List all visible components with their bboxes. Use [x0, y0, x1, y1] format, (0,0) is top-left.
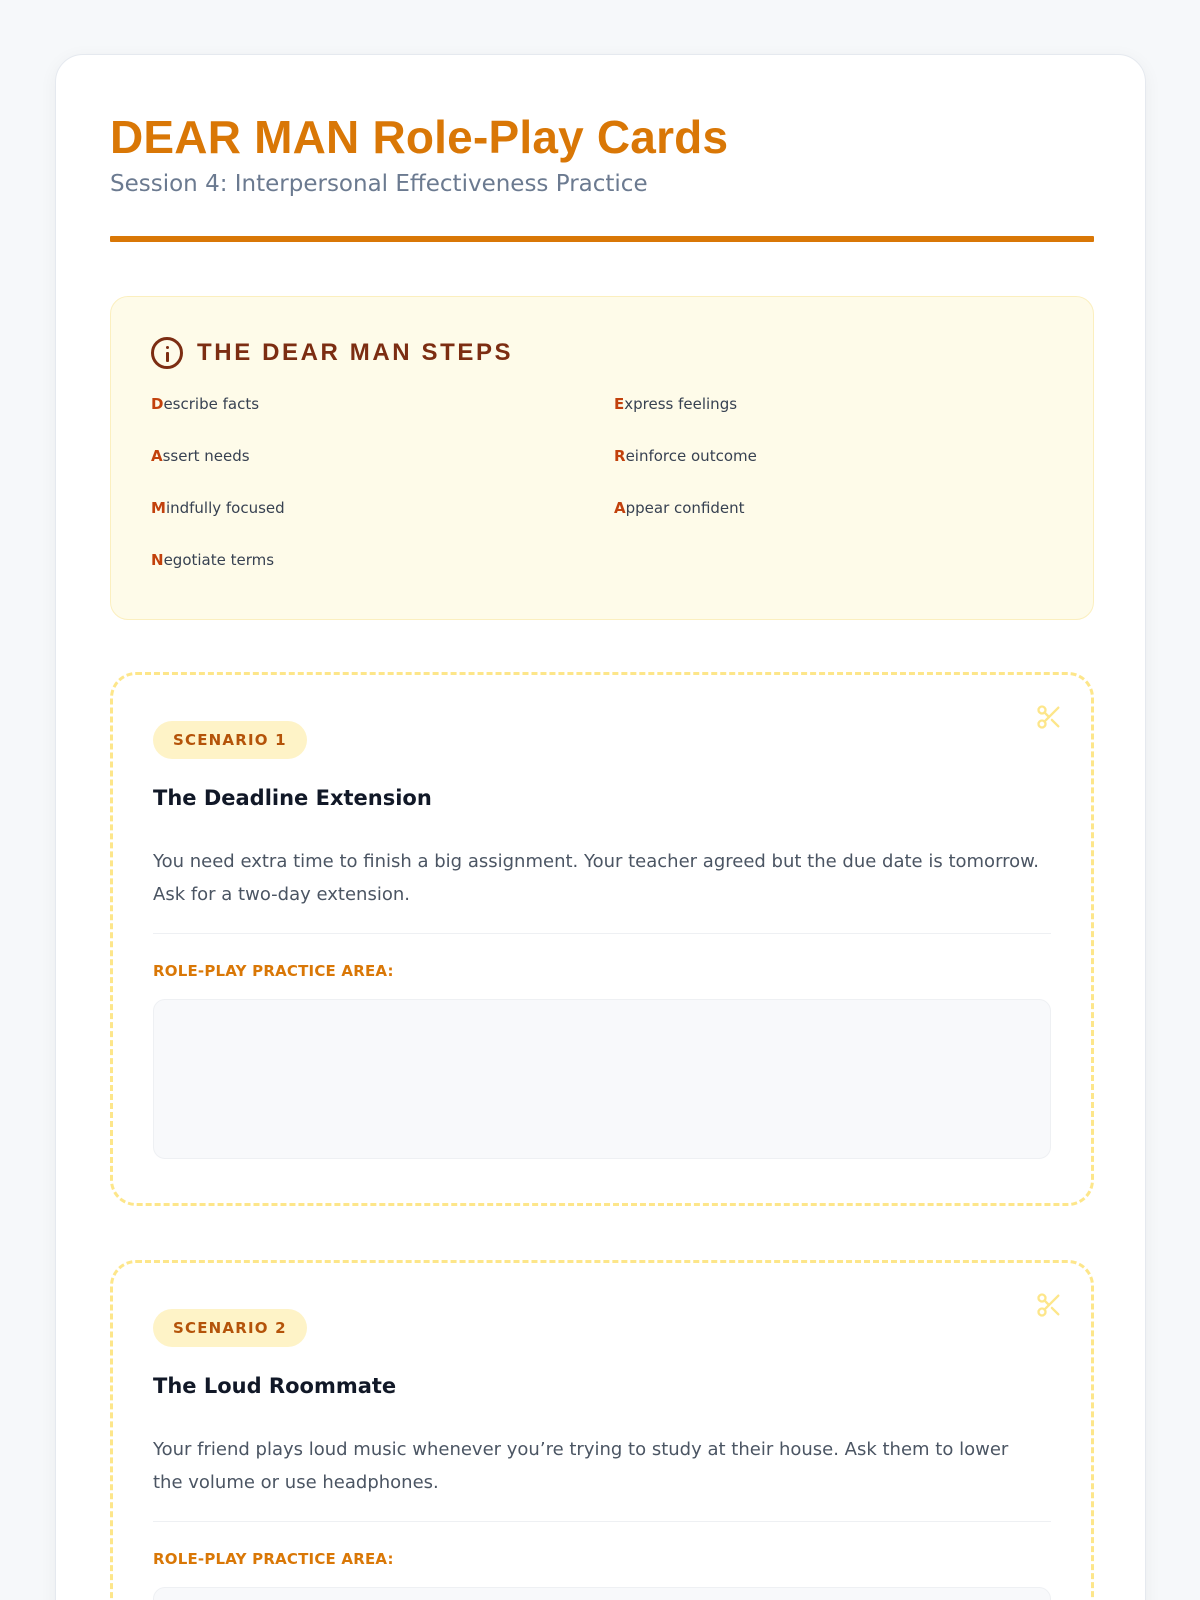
step-appear — [614, 499, 745, 517]
step-letter: R — [614, 447, 626, 465]
scenario-card-2 — [110, 1260, 1094, 1600]
practice-area-label: ROLE-PLAY PRACTICE AREA: — [153, 1550, 394, 1568]
step-reinforce — [614, 447, 757, 465]
card-divider — [153, 1521, 1051, 1522]
practice-area-field[interactable] — [153, 999, 1051, 1159]
step-letter: D — [151, 395, 164, 413]
info-icon — [151, 337, 183, 369]
page-subtitle: Session 4: Interpersonal Effectiveness Practice — [110, 171, 648, 197]
page-title: DEAR MAN Role-Play Cards — [110, 111, 729, 163]
step-letter: E — [614, 395, 625, 413]
scenario-badge: SCENARIO 2 — [153, 1309, 307, 1347]
header-divider — [110, 236, 1094, 242]
step-text: indfully focused — [165, 499, 285, 517]
step-text: ppear confident — [625, 499, 745, 517]
steps-title: THE DEAR MAN STEPS — [197, 339, 514, 366]
step-text: egotiate terms — [163, 551, 275, 569]
scenario-title: The Deadline Extension — [153, 786, 432, 810]
step-text: escribe facts — [163, 395, 260, 413]
scissors-icon — [1035, 1291, 1063, 1319]
step-letter: N — [151, 551, 164, 569]
card-divider — [153, 933, 1051, 934]
step-describe — [151, 395, 259, 413]
practice-area-label: ROLE-PLAY PRACTICE AREA: — [153, 962, 394, 980]
worksheet-page — [55, 54, 1146, 1600]
scenario-card-1 — [110, 672, 1094, 1206]
step-letter: M — [151, 499, 166, 517]
step-text: einforce outcome — [625, 447, 757, 465]
scenario-description: You need extra time to finish a big assignment. Your teacher agreed but the due date is tomorrow. Ask for a two-day extension. — [153, 851, 1039, 905]
step-mindfully — [151, 499, 285, 517]
step-express — [614, 395, 737, 413]
step-assert — [151, 447, 250, 465]
step-text: ssert needs — [162, 447, 250, 465]
step-letter: A — [151, 447, 163, 465]
scenario-description: Your friend plays loud music whenever you’re trying to study at their house. Ask them to lower the volume or use headphones. — [153, 1439, 1009, 1493]
scenario-title: The Loud Roommate — [153, 1374, 397, 1398]
scissors-icon — [1035, 703, 1063, 731]
steps-heading — [151, 337, 513, 369]
practice-area-field[interactable] — [153, 1587, 1051, 1600]
step-negotiate — [151, 551, 274, 569]
header — [110, 111, 1094, 199]
scenario-badge: SCENARIO 1 — [153, 721, 307, 759]
step-text: xpress feelings — [624, 395, 738, 413]
step-letter: A — [614, 499, 626, 517]
dear-man-steps-panel — [110, 296, 1094, 620]
